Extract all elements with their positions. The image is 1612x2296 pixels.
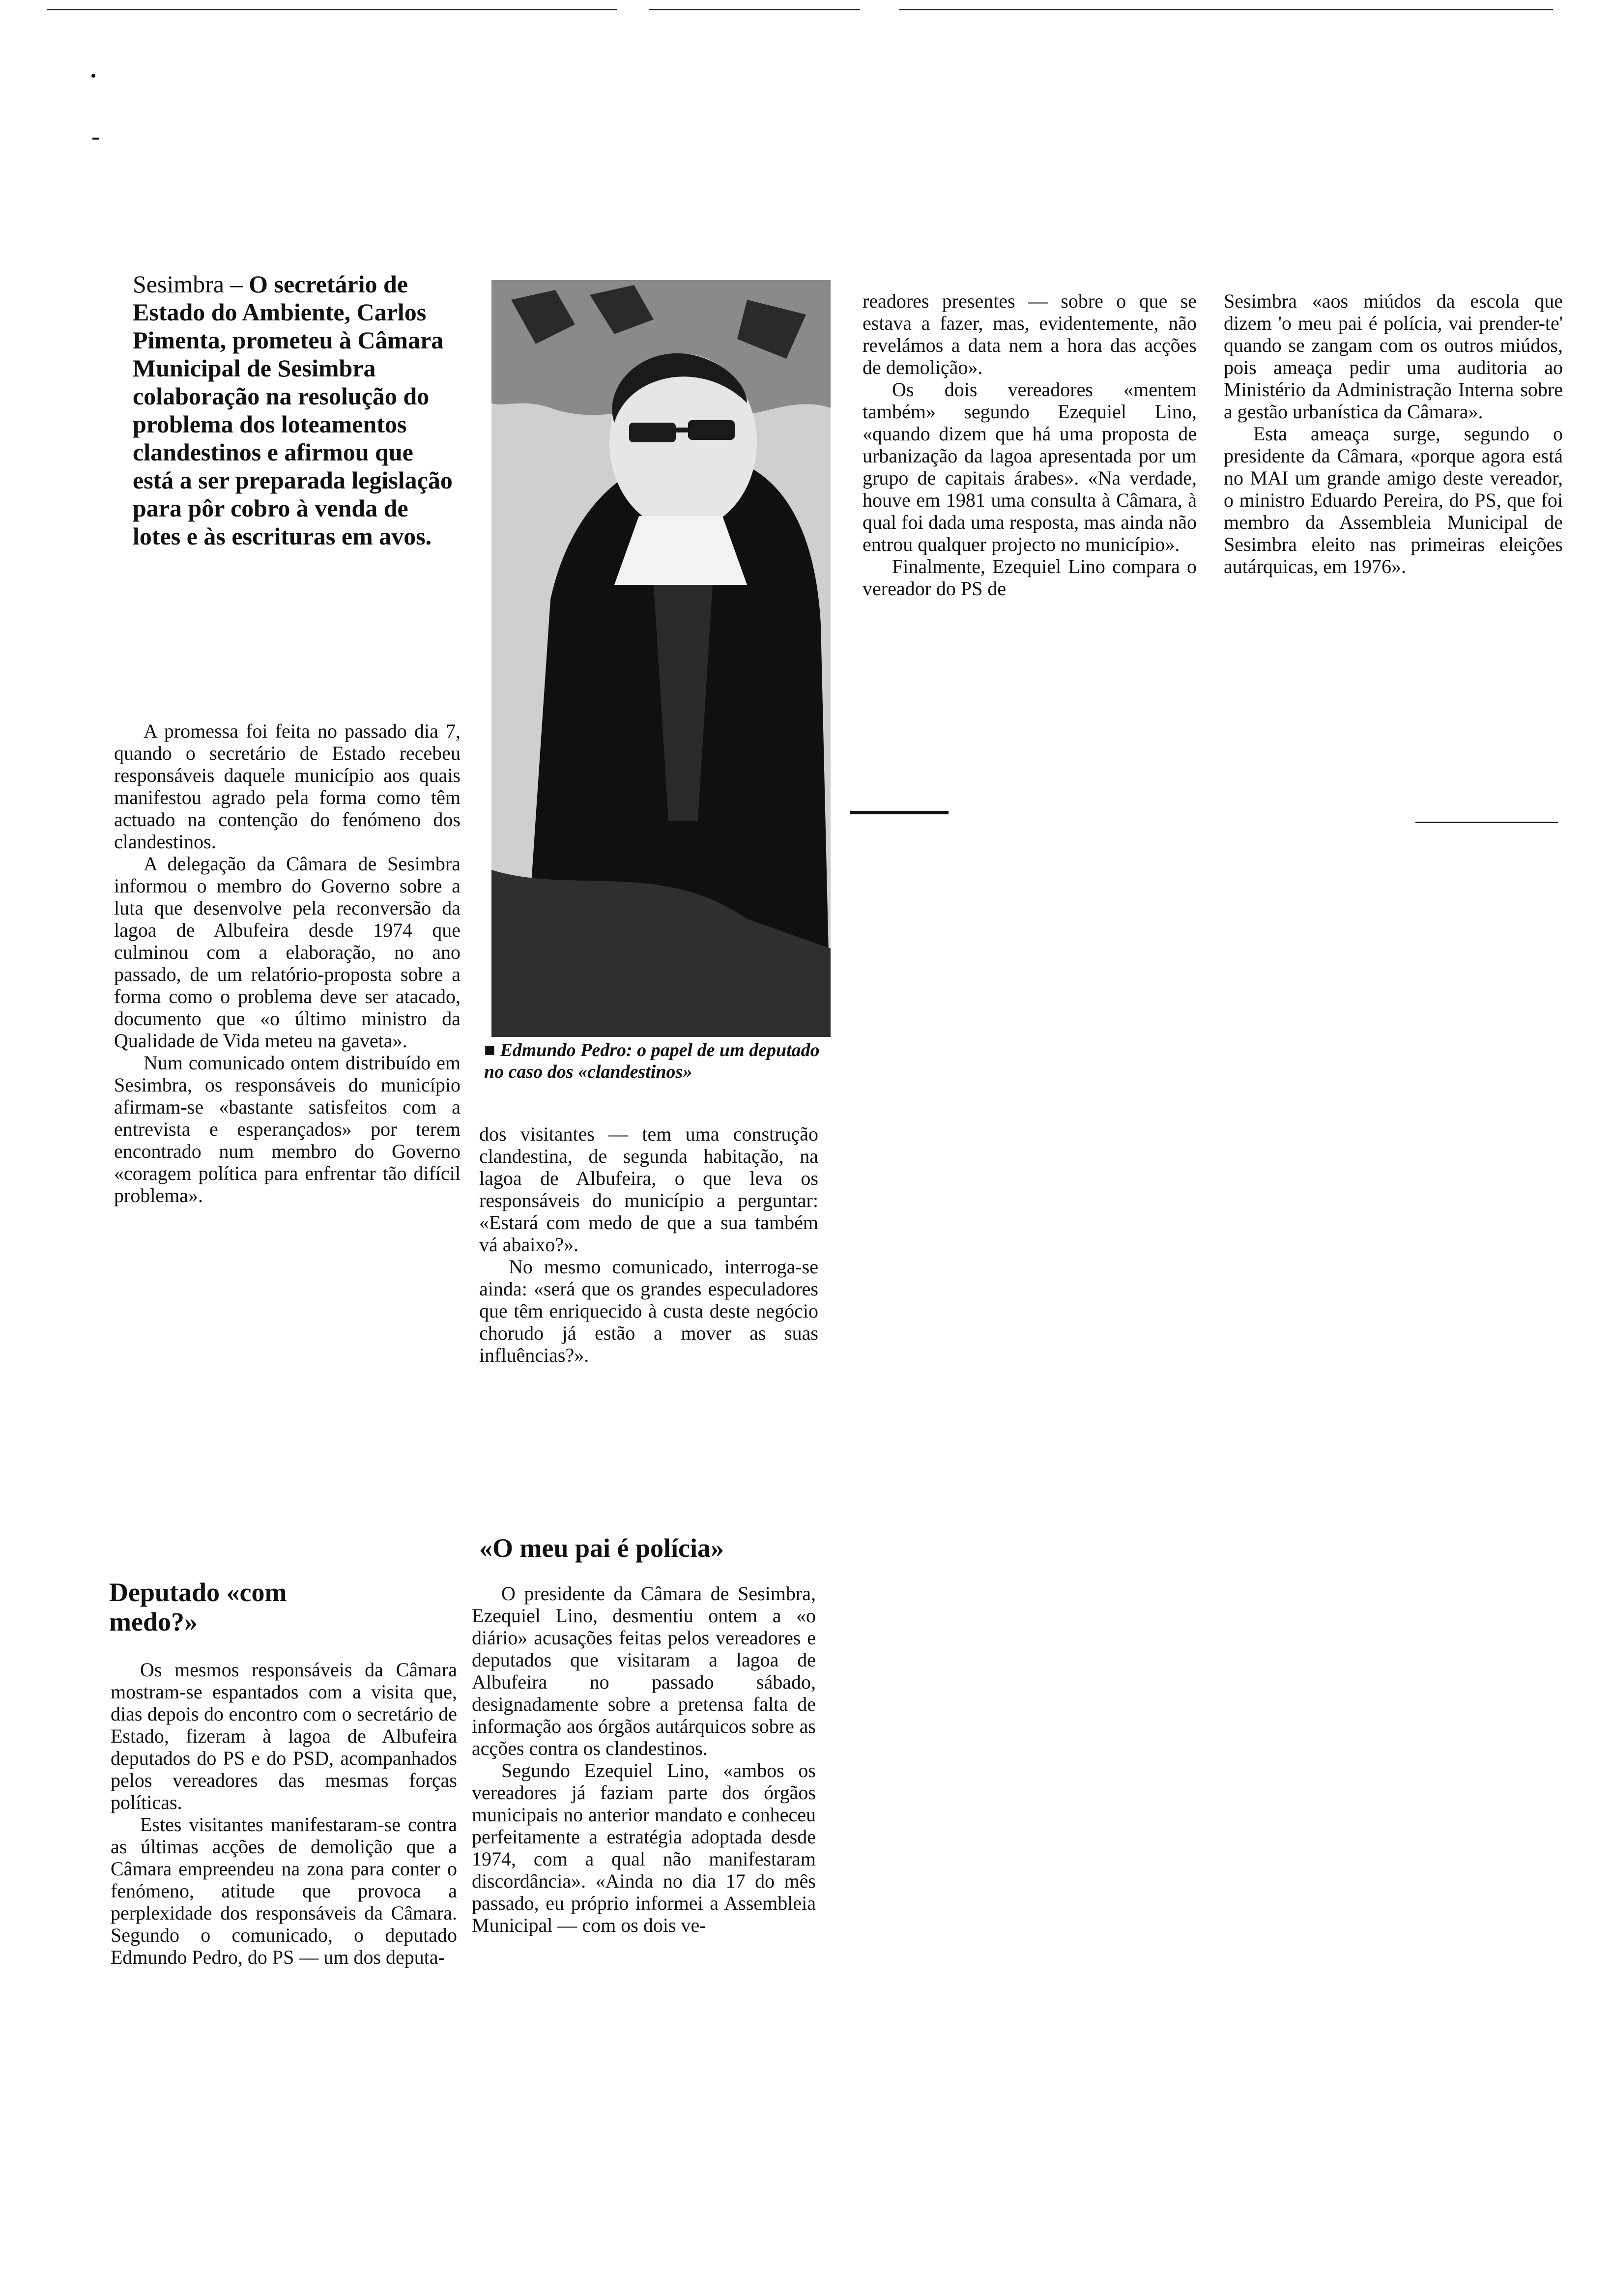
paragraph: Esta ameaça surge, segundo o presidente da Câmara, «porque agora está no MAI um grande amigo deste vereador, o ministro Eduardo Pereira, do PS, que foi membro da Assembleia Municipal de Sesimbra eleito nas primeiras eleições autárquicas, em 1976». [1224,423,1563,577]
paragraph: Segundo Ezequiel Lino, «ambos os vereadores já faziam parte dos órgãos municipais no anterior mandato e conheceu perfeitamente a estratégia adoptada desde 1974, com a qual não manifestaram discordância». «Ainda no dia 17 do mês passado, eu próprio informei a Assembleia Municipal — com os dois ve- [472,1759,816,1936]
end-rule-col4 [1415,822,1558,823]
paragraph: Sesimbra «aos miúdos da escola que dizem 'o meu pai é polícia, vai prender-te' quando se zangam com os outros miúdos, pois ameaça pedir uma auditoria ao Ministério da Administração Interna sobre a gestão urbanística da Câmara». [1224,290,1563,423]
column-4-body [1224,290,1563,577]
column-3-body [863,290,1197,600]
portrait-photo [491,280,831,1037]
paragraph: No mesmo comunicado, interroga-se ainda: «será que os grandes especuladores que têm enriquecido à custa deste negócio chorudo já estão a mover as suas influências?». [479,1256,818,1366]
dateline: Sesimbra – [133,270,243,298]
subhead-pai-policia: «O meu pai é polícia» [479,1533,724,1563]
column-1-body [114,720,461,1206]
top-rule-left [47,9,617,10]
column-2-body-continued [472,1582,816,1936]
top-rule-center [649,9,860,10]
lead-paragraph [133,270,457,550]
scan-dash [92,138,99,140]
subhead-deputado: Deputado «com medo?» [109,1578,287,1636]
paragraph: Os dois vereadores «mentem também» segundo Ezequiel Lino, «quando dizem que há uma proposta de urbanização da lagoa apresentada por um grupo de capitais árabes». «Na verdade, houve em 1981 uma consulta à Câmara, à qual foi dada uma resposta, mas ainda não entrou qualquer projecto no município». [863,378,1197,555]
column-1-body-continued [111,1659,457,1968]
paragraph: A delegação da Câmara de Sesimbra informou o membro do Governo sobre a luta que desenvolve pela reconversão da lagoa de Albufeira desde 1974 que culminou com a elaboração, no ano passado, de um relatório-proposta sobre a forma como o problema deve ser atacado, documento que «o último ministro da Qualidade de Vida meteu na gaveta». [114,853,461,1052]
top-rule-right [899,9,1553,10]
paragraph: Num comunicado ontem distribuído em Sesimbra, os responsáveis do município afirmam-se «bastante satisfeitos com a entrevista e esperançados» por terem encontrado num membro do Governo «coragem política para enfrentar tão difícil problema». [114,1052,461,1206]
paragraph: A promessa foi feita no passado dia 7, quando o secretário de Estado recebeu responsáveis daquele município aos quais manifestou agrado pela forma como têm actuado na contenção do fenómeno dos clandestinos. [114,720,461,853]
paragraph: Os mesmos responsáveis da Câmara mostram-se espantados com a visita que, dias depois do encontro com o secretário de Estado, fizeram à lagoa de Albufeira deputados do PS e do PSD, acompanhados pelos vereadores das mesmas forças políticas. [111,1659,457,1813]
paragraph: dos visitantes — tem uma construção clandestina, de segunda habitação, na lagoa de Albufeira, o que leva os responsáveis do município a perguntar: «Estará com medo de que a sua também vá abaixo?». [479,1123,818,1256]
paragraph: Estes visitantes manifestaram-se contra as últimas acções de demolição que a Câmara empreendeu na zona para conter o fenómeno, atitude que provoca a perplexidade dos responsáveis da Câmara. Segundo o comunicado, o deputado Edmundo Pedro, do PS — um dos deputa- [111,1813,457,1968]
paragraph: O presidente da Câmara de Sesimbra, Ezequiel Lino, desmentiu ontem a «o diário» acusações feitas pelos vereadores e deputados que visitaram a lagoa de Albufeira no passado sábado, designadamente sobre a pretensa falta de informação aos órgãos autárquicos sobre as acções contra os clandestinos. [472,1582,816,1759]
scan-dot [91,74,95,78]
end-rule-col3 [850,811,949,814]
paragraph: readores presentes — sobre o que se estava a fazer, mas, evidentemente, não revelámos a data nem a hora das acções de demolição». [863,290,1197,378]
photo-caption: ■ Edmundo Pedro: o papel de um deputado no caso dos «clandestinos» [484,1040,820,1082]
column-2-body [479,1123,818,1366]
paragraph: Finalmente, Ezequiel Lino compara o vereador do PS de [863,555,1197,600]
lead-text: O secretário de Estado do Ambiente, Carlos Pimenta, prometeu à Câmara Municipal de Sesimbra colaboração na resolução do problema dos loteamentos clandestinos e afirmou que está a ser preparada legislação para pôr cobro à venda de lotes e às escrituras em avos. [133,270,453,550]
